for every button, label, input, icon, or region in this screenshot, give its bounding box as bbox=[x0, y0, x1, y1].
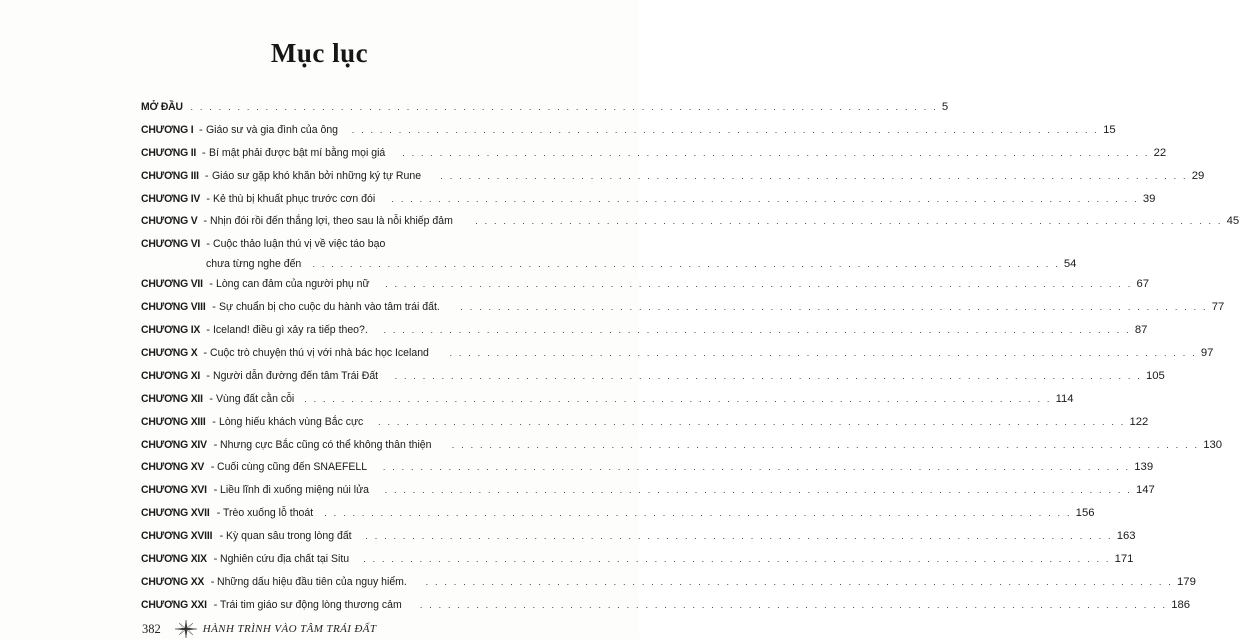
leader-dots: . . . . . . . . . . . . . . . . . . . . . . . . . . . . . . . . . . . . . . . . . . . . . . . . . . . . . . . . . . . . . . . . . . . . . . . . . . . . . . . . bbox=[363, 554, 1111, 565]
toc-entry bbox=[141, 502, 1095, 525]
leader-dots: . . . . . . . . . . . . . . . . . . . . . . . . . . . . . . . . . . . . . . . . . . . . . . . . . . . . . . . . . . . . . . . . . . . . . . . . . . . . . . . . bbox=[449, 348, 1197, 359]
chapter-title: Giáo sư và gia đình của ông bbox=[205, 123, 338, 136]
page-ref: 171 bbox=[1114, 553, 1134, 566]
page-title: Mục lục bbox=[270, 38, 369, 68]
page-ref: 105 bbox=[1145, 369, 1165, 382]
chapter-title: Lòng hiếu khách vùng Bắc cực bbox=[218, 415, 364, 428]
chapter-label: CHƯƠNG VI bbox=[141, 238, 201, 251]
toc-entry bbox=[141, 165, 1205, 188]
chapter-label: CHƯƠNG XI bbox=[141, 369, 201, 382]
leader-dots: . . . . . . . . . . . . . . . . . . . . . . . . . . . . . . . . . . . . . . . . . . . . . . . . . . . . . . . . . . . . . . . . . . . . . . . . . . . . . . . . bbox=[384, 485, 1132, 496]
chapter-label: CHƯƠNG XVIII bbox=[141, 530, 213, 543]
toc-entry bbox=[141, 210, 1239, 233]
leader-dots: . . . . . . . . . . . . . . . . . . . . . . . . . . . . . . . . . . . . . . . . . . . . . . . . . . . . . . . . . . . . . . . . . . . . . . . . . . . . . . . . bbox=[460, 302, 1208, 313]
chapter-label: CHƯƠNG XIII bbox=[141, 415, 206, 428]
separator: - bbox=[212, 415, 216, 428]
chapter-title: Iceland! điều gì xảy ra tiếp theo?. bbox=[213, 324, 368, 337]
toc-entry bbox=[141, 342, 1214, 365]
chapter-title: Kỳ quan sâu trong lòng đất bbox=[226, 530, 352, 543]
separator: - bbox=[210, 575, 215, 588]
separator: - bbox=[206, 324, 211, 337]
chapter-label: CHƯƠNG V bbox=[141, 215, 198, 228]
table-of-contents bbox=[141, 96, 1239, 617]
chapter-label: CHƯƠNG VIII bbox=[141, 301, 206, 314]
book-title: HÀNH TRÌNH VÀO TÂM TRÁI ĐẤT bbox=[202, 623, 377, 635]
separator: - bbox=[204, 169, 209, 182]
chapter-label: CHƯƠNG XX bbox=[141, 575, 205, 588]
chapter-title: Liều lĩnh đi xuống miệng núi lửa bbox=[220, 484, 370, 497]
toc-entry bbox=[141, 119, 1116, 142]
chapter-title: Vùng đất cằn cỗi bbox=[216, 392, 295, 405]
chapter-label: MỞ ĐẦU bbox=[141, 101, 183, 113]
page-number: 382 bbox=[142, 621, 161, 636]
leader-dots: . . . . . . . . . . . . . . . . . . . . . . . . . . . . . . . . . . . . . . . . . . . . . . . . . . . . . . . . . . . . . . . . . . . . . . . . . . . . . . . . bbox=[312, 259, 1060, 270]
chapter-label: CHƯƠNG IV bbox=[141, 192, 201, 205]
chapter-label: CHƯƠNG XIV bbox=[141, 438, 207, 451]
chapter-title: Bí mật phải được bật mí bằng mọi giá bbox=[208, 146, 385, 159]
chapter-title: Cuộc thảo luận thú vị về việc táo bạo bbox=[213, 238, 386, 251]
separator: - bbox=[210, 461, 215, 474]
page-ref: 67 bbox=[1136, 278, 1150, 291]
separator: - bbox=[213, 438, 218, 451]
separator: - bbox=[206, 192, 211, 205]
leader-dots: . . . . . . . . . . . . . . . . . . . . . . . . . . . . . . . . . . . . . . . . . . . . . . . . . . . . . . . . . . . . . . . . . . . . . . . . . . . . . . . . bbox=[383, 325, 1131, 336]
page-ref: 114 bbox=[1055, 392, 1074, 405]
toc-entry bbox=[141, 434, 1223, 457]
chapter-title: Nhưng cực Bắc cũng có thể không thân thiện bbox=[220, 438, 432, 451]
separator: - bbox=[206, 238, 211, 251]
separator: - bbox=[209, 278, 213, 291]
leader-dots: . . . . . . . . . . . . . . . . . . . . . . . . . . . . . . . . . . . . . . . . . . . . . . . . . . . . . . . . . . . . . . . . . . . . . . . . . . . . . . . . bbox=[385, 279, 1133, 290]
toc-entry bbox=[141, 388, 1074, 411]
chapter-title: Lòng can đảm của người phụ nữ bbox=[216, 278, 370, 291]
chapter-title: Sự chuẩn bị cho cuộc du hành vào tâm trái đất. bbox=[218, 301, 440, 314]
chapter-label: CHƯƠNG X bbox=[141, 347, 198, 360]
chapter-label: CHƯƠNG XII bbox=[141, 392, 203, 405]
separator: - bbox=[203, 215, 208, 228]
separator: - bbox=[219, 530, 224, 543]
separator: - bbox=[213, 484, 218, 497]
page-ref: 139 bbox=[1134, 461, 1154, 474]
chapter-label: CHƯƠNG XV bbox=[141, 461, 205, 474]
toc-entry bbox=[141, 296, 1225, 319]
page-ref: 87 bbox=[1134, 324, 1148, 337]
leader-dots: . . . . . . . . . . . . . . . . . . . . . . . . . . . . . . . . . . . . . . . . . . . . . . . . . . . . . . . . . . . . . . . . . . . . . . . . . . . . . . . . bbox=[324, 508, 1072, 519]
page-ref: 29 bbox=[1191, 169, 1205, 182]
toc-entry bbox=[141, 594, 1191, 617]
page-ref: 54 bbox=[1063, 258, 1077, 271]
leader-dots: . . . . . . . . . . . . . . . . . . . . . . . . . . . . . . . . . . . . . . . . . . . . . . . . . . . . . . . . . . . . . . . . . . . . . . . . . . . . . . . . bbox=[391, 193, 1139, 204]
separator: - bbox=[206, 369, 211, 382]
page-ref: 130 bbox=[1203, 438, 1223, 451]
page-ref: 163 bbox=[1116, 530, 1136, 543]
chapter-title: Giáo sư gặp khó khăn bởi những ký tự Rune bbox=[211, 169, 421, 182]
chapter-label: CHƯƠNG III bbox=[141, 169, 199, 182]
page-ref: 122 bbox=[1129, 415, 1149, 428]
separator: - bbox=[213, 598, 218, 611]
leader-dots: . . . . . . . . . . . . . . . . . . . . . . . . . . . . . . . . . . . . . . . . . . . . . . . . . . . . . . . . . . . . . . . . . . . . . . . . . . . . . . . . bbox=[451, 439, 1200, 450]
chapter-title: Cuộc trò chuyện thú vị với nhà bác học Iceland bbox=[210, 347, 430, 360]
chapter-title: Cuối cùng cũng đến SNAEFELL bbox=[217, 461, 368, 474]
separator: - bbox=[203, 347, 208, 360]
page-ref: 179 bbox=[1177, 575, 1196, 588]
leader-dots: . . . . . . . . . . . . . . . . . . . . . . . . . . . . . . . . . . . . . . . . . . . . . . . . . . . . . . . . . . . . . . . . . . . . . . . . . . . . . . . . bbox=[475, 216, 1223, 227]
chapter-label: CHƯƠNG XVI bbox=[141, 484, 207, 497]
separator: - bbox=[209, 392, 213, 405]
separator: - bbox=[216, 507, 221, 520]
toc-entry bbox=[141, 319, 1148, 342]
chapter-title: Trái tim giáo sư động lòng thương cảm bbox=[220, 598, 403, 611]
chapter-label: CHƯƠNG XIX bbox=[141, 553, 207, 566]
toc-entry bbox=[141, 365, 1165, 388]
toc-entry bbox=[141, 479, 1155, 502]
separator: - bbox=[213, 553, 218, 566]
leader-dots: . . . . . . . . . . . . . . . . . . . . . . . . . . . . . . . . . . . . . . . . . . . . . . . . . . . . . . . . . . . . . . . . . . . . . . . . . . . . . . . . bbox=[394, 370, 1142, 381]
toc-entry bbox=[141, 233, 1077, 273]
toc-entry bbox=[141, 571, 1196, 594]
page-ref: 97 bbox=[1200, 347, 1214, 360]
toc-entry bbox=[141, 411, 1149, 434]
toc-entry bbox=[141, 525, 1136, 548]
chapter-label: CHƯƠNG XXI bbox=[141, 598, 207, 611]
chapter-label: CHƯƠNG VII bbox=[141, 278, 203, 291]
leader-dots: . . . . . . . . . . . . . . . . . . . . . . . . . . . . . . . . . . . . . . . . . . . . . . . . . . . . . . . . . . . . . . . . . . . . . . . . . . . . . . . . bbox=[419, 599, 1168, 610]
page-ref: 45 bbox=[1226, 215, 1239, 228]
toc-entry bbox=[141, 273, 1150, 296]
chapter-title: Kẻ thù bị khuất phục trước cơn đói bbox=[213, 192, 376, 205]
page-ref: 15 bbox=[1103, 123, 1116, 136]
page-ref: 22 bbox=[1153, 146, 1167, 159]
compass-rose-icon bbox=[175, 620, 197, 638]
chapter-label: CHƯƠNG XVII bbox=[141, 507, 210, 520]
page-footer bbox=[142, 620, 376, 638]
page-ref: 5 bbox=[941, 101, 949, 113]
toc-entry bbox=[141, 456, 1154, 479]
chapter-label: CHƯƠNG I bbox=[141, 123, 194, 136]
chapter-title: Nghiên cứu địa chất tại Situ bbox=[220, 553, 350, 566]
page-ref: 147 bbox=[1135, 484, 1155, 497]
leader-dots: . . . . . . . . . . . . . . . . . . . . . . . . . . . . . . . . . . . . . . . . . . . . . . . . . . . . . . . . . . . . . . . . . . . . . . . . . . . . . . . . bbox=[190, 102, 938, 112]
leader-dots: . . . . . . . . . . . . . . . . . . . . . . . . . . . . . . . . . . . . . . . . . . . . . . . . . . . . . . . . . . . . . . . . . . . . . . . . . . . . . . . . bbox=[382, 462, 1131, 473]
leader-dots: . . . . . . . . . . . . . . . . . . . . . . . . . . . . . . . . . . . . . . . . . . . . . . . . . . . . . . . . . . . . . . . . . . . . . . . . . . . . . . . . bbox=[440, 170, 1188, 181]
separator: - bbox=[201, 146, 206, 159]
leader-dots: . . . . . . . . . . . . . . . . . . . . . . . . . . . . . . . . . . . . . . . . . . . . . . . . . . . . . . . . . . . . . . . . . . . . . . . . . . . . . . . . bbox=[365, 531, 1113, 542]
toc-entry bbox=[141, 142, 1167, 165]
separator: - bbox=[212, 301, 216, 314]
chapter-title: Trèo xuống lỗ thoát bbox=[223, 507, 314, 520]
page-ref: 39 bbox=[1142, 192, 1156, 205]
leader-dots: . . . . . . . . . . . . . . . . . . . . . . . . . . . . . . . . . . . . . . . . . . . . . . . . . . . . . . . . . . . . . . . . . . . . . . . . . . . . . . . . bbox=[304, 393, 1052, 404]
separator: - bbox=[198, 123, 203, 136]
page-ref: 77 bbox=[1211, 301, 1225, 314]
chapter-title: Người dẫn đường đến tâm Trái Đất bbox=[213, 369, 379, 382]
page-ref: 156 bbox=[1075, 507, 1095, 520]
chapter-title: Những dấu hiệu đầu tiên của nguy hiểm. bbox=[217, 575, 408, 588]
leader-dots: . . . . . . . . . . . . . . . . . . . . . . . . . . . . . . . . . . . . . . . . . . . . . . . . . . . . . . . . . . . . . . . . . . . . . . . . . . . . . . . . bbox=[378, 416, 1126, 427]
chapter-title: Nhịn đói rồi đến thắng lợi, theo sau là nỗi khiếp đảm bbox=[210, 215, 453, 228]
toc-entry bbox=[141, 96, 949, 119]
chapter-title-continued: chưa từng nghe đến bbox=[206, 258, 302, 271]
toc-entry bbox=[141, 188, 1156, 211]
leader-dots: . . . . . . . . . . . . . . . . . . . . . . . . . . . . . . . . . . . . . . . . . . . . . . . . . . . . . . . . . . . . . . . . . . . . . . . . . . . . . . . . bbox=[402, 147, 1150, 158]
toc-entry bbox=[141, 548, 1134, 571]
leader-dots: . . . . . . . . . . . . . . . . . . . . . . . . . . . . . . . . . . . . . . . . . . . . . . . . . . . . . . . . . . . . . . . . . . . . . . . . . . . . . . . . bbox=[425, 576, 1173, 587]
chapter-label: CHƯƠNG II bbox=[141, 146, 197, 159]
chapter-label: CHƯƠNG IX bbox=[141, 324, 201, 337]
leader-dots: . . . . . . . . . . . . . . . . . . . . . . . . . . . . . . . . . . . . . . . . . . . . . . . . . . . . . . . . . . . . . . . . . . . . . . . . . . . . . . . . bbox=[351, 124, 1100, 135]
page-ref: 186 bbox=[1171, 598, 1191, 611]
